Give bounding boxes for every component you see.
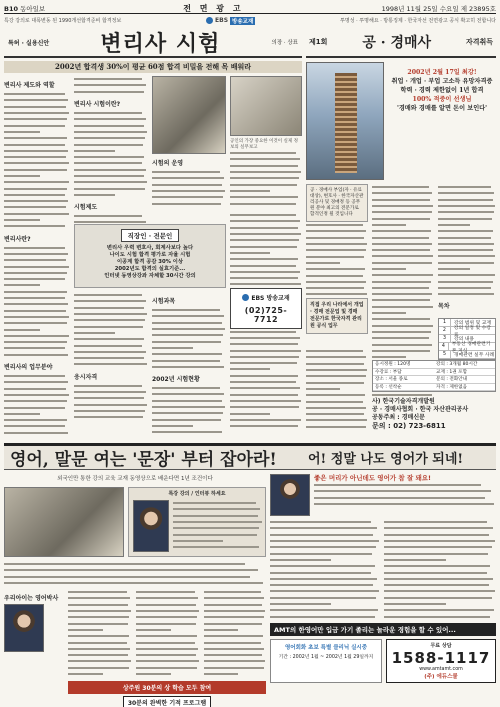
text-block: [230, 150, 302, 207]
text-line: [4, 223, 70, 229]
text-line: [74, 361, 148, 367]
text-block: [152, 307, 226, 370]
phone-number[interactable]: 1588-1117: [391, 648, 491, 667]
patent-kicker: 특허 · 실용신안: [8, 39, 50, 47]
info-table: [372, 360, 496, 392]
auction-suffix: 자격취득: [465, 38, 493, 46]
text-block: [136, 589, 200, 677]
ad-title: 전 면 광 고: [183, 2, 244, 13]
info-row: 응시정원 : 120명 강의 : 3개월 80시간: [373, 361, 495, 369]
info-row: 등록 : 선착순 자격 : 제한없음: [373, 384, 495, 392]
toc-row: 4 부동산 경매관련기본 지식: [439, 343, 495, 351]
text-line: [438, 291, 496, 297]
toc-row: 1 강의 범위 및 교재: [439, 319, 495, 327]
ebs-box-logo: EBS 방송교재: [235, 293, 297, 302]
text-block: [438, 184, 496, 297]
info-row: 수강료 : 부담 교재 : 1권 포함: [373, 369, 495, 377]
toc-row: 2 강의 일정 및 수강료: [439, 327, 495, 335]
auction-info: [372, 360, 496, 392]
english-title-right: 어! 정말 나도 영어가 되네!: [308, 452, 464, 467]
ebs-phone[interactable]: (02)725-7712: [244, 305, 288, 324]
page-number: B10 동아일보: [4, 4, 46, 13]
patent-title: 변리사 시험: [100, 30, 221, 57]
patent-attorney-section: [4, 28, 302, 441]
recent-stats: 2002년 시험현황: [152, 375, 200, 383]
ebs-logo-icon: [206, 17, 213, 24]
photo-caption: 공인의 가장 중요한 이것이 실제 정보의 실무보고: [230, 139, 299, 150]
patent-col-4: [230, 76, 302, 207]
text-block: [4, 561, 266, 586]
masthead: [4, 3, 496, 14]
english-program: [68, 681, 266, 707]
text-line: [314, 501, 496, 507]
text-block: [306, 348, 368, 430]
website-link[interactable]: www.amtamt.com: [419, 666, 463, 672]
patent-col-3: [152, 76, 226, 207]
toc-table: [438, 318, 496, 360]
issue-date: 1998년 11월 25일 수요일 제 23895호: [381, 4, 496, 13]
text-block: [204, 589, 266, 677]
english-col-2: [68, 589, 132, 677]
auction-prefix: 제1회: [309, 38, 328, 46]
toc-title: 목차: [438, 303, 450, 311]
headline-line: 100% 적중이 선생님: [412, 96, 472, 103]
highlight-line: 인터넷 동영상강좌 자체할 30시간 강의: [104, 273, 196, 279]
subline-left: 특강 강의로 대폭변동 된 1990개선합격준비 합격정보: [4, 18, 122, 24]
english-col-4: [204, 589, 266, 677]
text-line: [173, 544, 263, 550]
english-sub: [4, 589, 64, 652]
auction-toc: [438, 318, 496, 360]
highlight-line: 나이도 시험 합격 평가로 자율 시험: [109, 252, 191, 258]
english-ad-section: [4, 443, 496, 707]
patent-header: [4, 28, 302, 58]
text-line: [384, 613, 496, 619]
patent-col-1: [4, 76, 70, 436]
text-block: [306, 222, 368, 310]
text-block: [4, 373, 70, 436]
text-line: [306, 424, 368, 430]
right-col-b: [384, 519, 496, 620]
student-portrait: [133, 500, 169, 552]
auction-header: [306, 28, 496, 58]
text-line: [4, 430, 70, 436]
patent-col-3b: [152, 292, 226, 435]
notice-box: 공 · 경매사 부업(자 · 유료대상), 변호사 · 한국자산관리공사 및 경매정 등 공무원 분야 최고의 전문가로 합격인정 될 것입니다: [306, 184, 368, 222]
text-line: [68, 671, 132, 677]
text-line: [74, 192, 148, 198]
text-block: [68, 589, 132, 677]
mid-box: 직접 우리 나라에서 개업 · 경매 전문업 및 경매 전문가로 한국자격 관리원 공식 업무: [306, 298, 368, 334]
col1-sub2: 변리사의 업무분야: [4, 363, 53, 371]
col1-sub1: 변리사란?: [4, 235, 31, 243]
contact-line: 사) 한국기술자격개발원: [372, 398, 435, 405]
text-line: [230, 423, 302, 429]
auction-contact: [372, 398, 496, 430]
highlight-line: 2002년도 합격의 실효기준...: [114, 266, 186, 272]
contact-line: 공동주최 : 경매신문: [372, 414, 425, 421]
headline-line: 취업 · 개업 · 부업 고소득 유망자격증: [391, 78, 493, 85]
english-lead: 외국인만 통한 강의 교육 교재 동영상으로 배운다면 1년 조건이다: [57, 476, 213, 482]
contact-phone[interactable]: 문의 : 02) 723-6811: [372, 422, 446, 430]
company-name: (주) 에듀스쿨: [424, 673, 458, 680]
auction-title: 공 · 경매사: [362, 35, 432, 51]
english-right: [270, 471, 496, 706]
contact-line: 공 · 경매사협회 · 한국 자산관리공사: [372, 406, 469, 413]
text-line: [136, 671, 200, 677]
highlight-line: 이공계 합격 공감 30% 이상: [116, 259, 184, 265]
text-block: [74, 110, 148, 198]
phone-label: 무료 상담: [430, 642, 452, 649]
feature-caption: 특강 강의 / 인터뷰 하세요: [168, 491, 226, 497]
ebs-contact-box: [230, 288, 302, 329]
col2-sub1: 시험제도: [74, 204, 98, 212]
english-body: [4, 561, 266, 586]
headline-line: 학력 · 경력 제한없이 1년 합격: [400, 87, 484, 94]
text-block: [4, 91, 70, 230]
english-title-band: [4, 446, 496, 470]
col2-sub2: 시험의 운영: [152, 160, 184, 167]
patent-band: 2002년 합격생 30%이 평균 60점 합격 비밀을 전해 목 배워라: [4, 61, 302, 73]
text-line: [74, 89, 148, 95]
english-sub-heading: 우리아이는 영어박사: [4, 595, 59, 602]
auction-section: [306, 28, 496, 441]
clinic-dates: 기간 : 2002년 1월 ~ 2002년 1월 29일까지: [278, 654, 374, 660]
col1-heading: 변리사 제도와 역할: [4, 82, 55, 89]
bottom-bar: 상주원 30분의 상 학습 모두 참여: [68, 681, 266, 694]
headline-line: 2002년 2월 17일 최강!: [407, 69, 477, 76]
auction-col-a2: [306, 348, 368, 430]
right-col-a: [270, 519, 380, 620]
patent-col-4b: [230, 212, 302, 429]
highlight-title: 직장인 · 전문인: [121, 229, 180, 242]
clinic-box: [270, 639, 382, 683]
amt-bar: AMT의 한영어만 입금 가기 졸리는 놀라운 경험을 할 수 있어...: [270, 623, 496, 636]
toc-row: 5 경매관련 실무 사례: [439, 351, 495, 359]
auction-col-a: [306, 184, 368, 310]
col2-sub4: 응시자격: [74, 373, 98, 381]
text-block: [74, 76, 148, 95]
text-line: [230, 200, 302, 206]
auction-headline: [388, 68, 496, 113]
headline-line: '경매와 경매를 알면 돈이 보인다': [396, 105, 488, 112]
text-line: [4, 580, 266, 586]
text-line: [4, 352, 70, 358]
english-title-left: 영어, 말문 여는 '문장' 부터 잡아라!: [10, 450, 277, 470]
text-block: [270, 519, 380, 620]
subline-right: 투명성 · 투명해요 · 방통징제 · 한국자선 전면광고 공식 확고히 전합니다: [340, 18, 496, 24]
col2-sub3: 시험과목: [152, 298, 176, 305]
english-left: [4, 471, 266, 706]
toc-row: 3 강의 내용: [439, 335, 495, 343]
teacher-photo: [4, 487, 124, 557]
patent-col-2b: [74, 292, 148, 420]
book-photo: [230, 76, 302, 136]
text-block: [230, 329, 302, 430]
english-col-3: [136, 589, 200, 677]
text-line: [270, 613, 380, 619]
auction-col-c: [438, 184, 496, 312]
subline: [4, 16, 496, 25]
text-block: [152, 385, 226, 435]
text-line: [204, 671, 266, 677]
highlight-line: 변리사 우력 변호사, 회계사보다 높다: [106, 245, 194, 251]
text-block: [230, 212, 302, 288]
auction-mid-box: [306, 298, 368, 334]
patent-side: 의장 · 상표: [271, 40, 298, 46]
highlight-box: [74, 224, 226, 288]
text-block: [74, 383, 148, 421]
text-line: [152, 429, 226, 435]
woman-portrait: [270, 474, 310, 516]
col2-heading: 변리사 시험이란?: [74, 100, 121, 108]
text-line: [74, 414, 148, 420]
right-heading: 좋은 머리가 아닌데도 영어가 참 잘 돼요!: [314, 474, 432, 482]
exam-photo: [152, 76, 226, 154]
phone-box: [386, 639, 496, 683]
text-line: [152, 364, 226, 370]
text-block: [74, 292, 148, 368]
text-block: [384, 519, 496, 620]
text-line: [152, 200, 226, 206]
text-block: [314, 482, 496, 507]
ebs-logo: EBS 방송교재: [206, 17, 255, 25]
text-block: [173, 500, 263, 550]
building-photo: [306, 62, 384, 180]
program-badge: 30분의 완벽한 기적 프로그램: [123, 696, 211, 707]
info-row: 장소 : 서울 종로 문의 : 전화안내: [373, 376, 495, 384]
clinic-promo: 영어회화 초보 특별 클리닉 실시중: [284, 644, 368, 651]
child-portrait: [4, 604, 44, 652]
text-block: [152, 169, 226, 207]
feature-box: [128, 487, 266, 557]
ebs-dot-icon: [242, 294, 249, 301]
text-block: [4, 245, 70, 358]
